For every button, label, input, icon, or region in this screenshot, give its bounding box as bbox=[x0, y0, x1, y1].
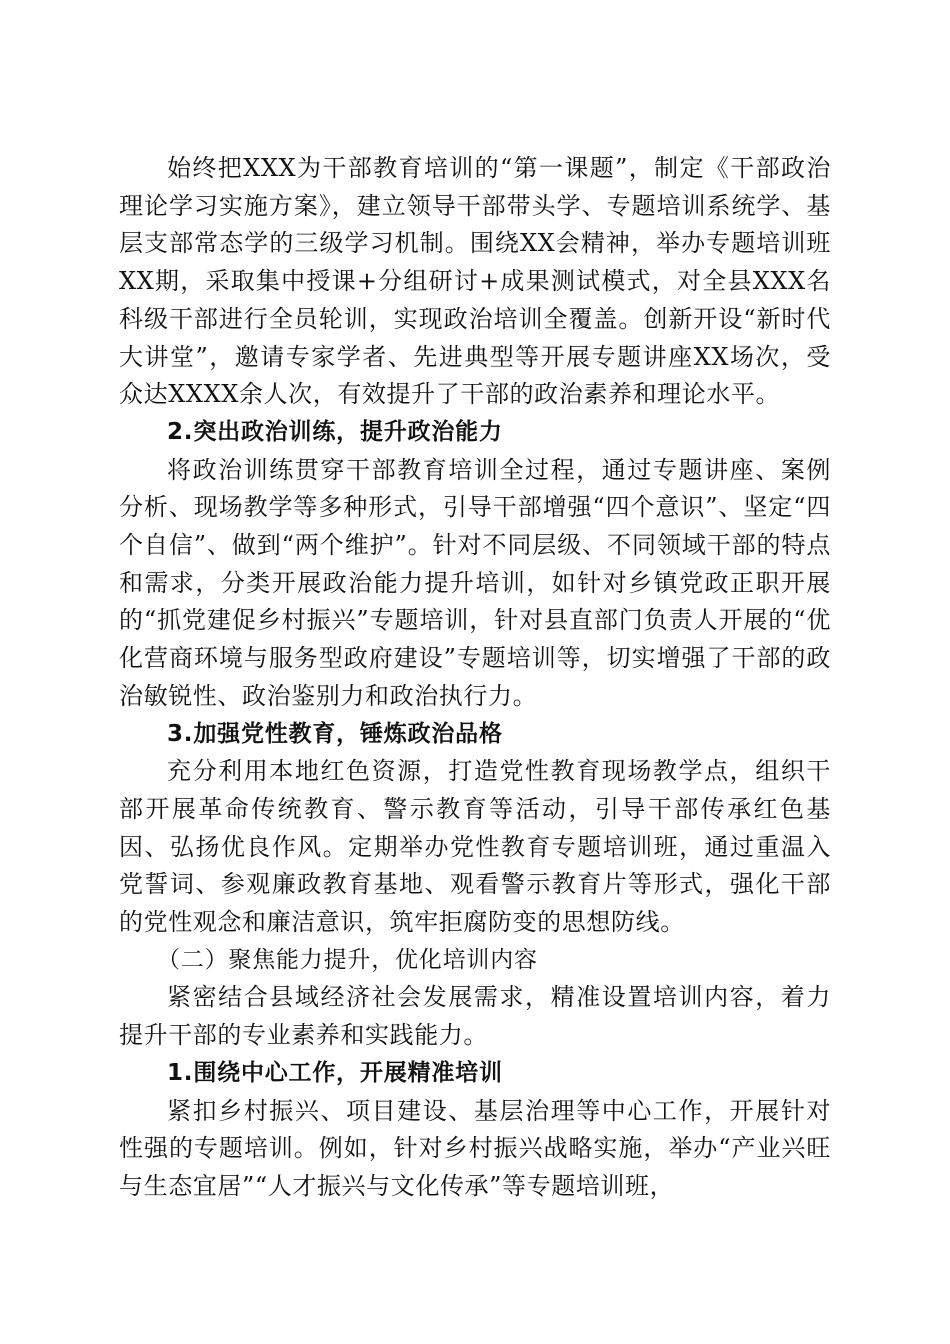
paragraph-targeted-training: 紧扣乡村振兴、项目建设、基层治理等中心工作，开展针对性强的专题培训。例如，针对乡村振兴战略实施，举办“产业兴旺与生态宜居”“人才振兴与文化传承”等专题培训班， bbox=[119, 1096, 831, 1200]
paragraph-ability-intro: 紧密结合县域经济社会发展需求，精准设置培训内容，着力提升干部的专业素养和实践能力。 bbox=[119, 983, 831, 1050]
paragraph-political-theory-study: 始终把XXX为干部教育培训的“第一课题”，制定《干部政治理论学习实施方案》，建立领导干部带头学、专题培训系统学、基层支部常态学的三级学习机制。围绕XX会精神，举办专题培训班XX期，采取集中授课+分组研讨+成果测试模式，对全县XXX名科级干部进行全员轮训，实现政治培训全覆盖。创新开设“新时代大讲堂”，邀请专家学者、先进典型等开展专题讲座XX场次，受众达XXXX余人次，有效提升了干部的政治素养和理论水平。 bbox=[119, 154, 831, 409]
paragraph-party-education: 充分利用本地红色资源，打造党性教育现场教学点，组织干部开展革命传统教育、警示教育等活动，引导干部传承红色基因、弘扬优良作风。定期举办党性教育专题培训班，通过重温入党誓词、参观廉政教育基地、观看警示教育片等形式，强化干部的党性观念和廉洁意识，筑牢拒腐防变的思想防线。 bbox=[119, 757, 831, 937]
heading-political-training: 2.突出政治训练，提升政治能力 bbox=[167, 418, 503, 445]
subsection-title-ability-improvement: （二）聚焦能力提升，优化培训内容 bbox=[157, 946, 538, 973]
heading-targeted-training: 1.围绕中心工作，开展精准培训 bbox=[167, 1059, 503, 1086]
heading-party-education: 3.加强党性教育，锤炼政治品格 bbox=[167, 720, 503, 747]
document-body bbox=[119, 150, 831, 1206]
paragraph-political-training: 将政治训练贯穿干部教育培训全过程，通过专题讲座、案例分析、现场教学等多种形式，引导干部增强“四个意识”、坚定“四个自信”、做到“两个维护”。针对不同层级、不同领域干部的特点和需求，分类开展政治能力提升培训，如针对乡镇党政正职开展的“抓党建促乡村振兴”专题培训，针对县直部门负责人开展的“优化营商环境与服务型政府建设”专题培训等，切实增强了干部的政治敏锐性、政治鉴别力和政治执行力。 bbox=[119, 455, 831, 710]
